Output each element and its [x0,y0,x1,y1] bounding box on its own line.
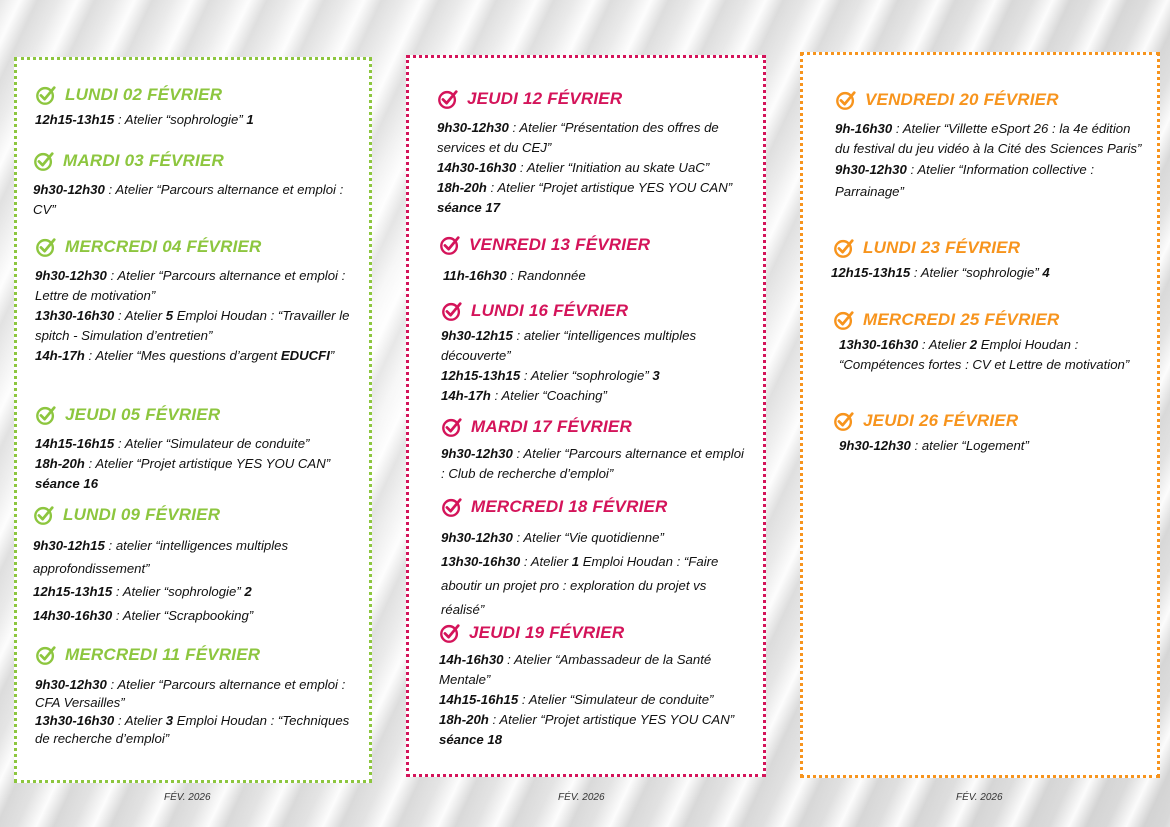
event-entry: 14h-17h : Atelier “Coaching” [441,388,607,403]
event-entry: 9h30-12h30 : Atelier “Information collective : Parrainage” [835,162,1094,199]
day-title: JEUDI 05 FÉVRIER [65,405,221,424]
event-entry: 9h-16h30 : Atelier “Villette eSport 26 : la 4e édition du festival du jeu vidéo à la Cité des Sciences Paris” [835,121,1142,156]
check-icon [33,504,55,526]
check-icon [439,622,461,644]
check-icon [441,300,463,322]
day-title: JEUDI 26 FÉVRIER [863,411,1019,430]
event-entry: 9h30-12h30 : Atelier “Parcours alternance et emploi : Club de recherche d’emploi” [441,446,744,481]
day-title: LUNDI 16 FÉVRIER [471,301,629,320]
footer-date: FÉV. 2026 [956,792,1003,803]
event-entry: 9h30-12h30 : Atelier “Présentation des offres de services et du CEJ” [437,120,719,155]
event-entry: 18h-20h : Atelier “Projet artistique YES YOU CAN” séance 17 [437,180,733,215]
day-title: VENREDI 13 FÉVRIER [469,235,651,254]
day-block [441,416,751,484]
event-entry: 14h15-16h15 : Atelier “Simulateur de conduite” [35,436,310,451]
check-icon [35,84,57,106]
day-title: LUNDI 09 FÉVRIER [63,505,221,524]
check-icon [833,309,855,331]
check-icon [441,416,463,438]
event-entry: 11h-16h30 : Randonnée [443,268,586,283]
event-entry: 12h15-13h15 : Atelier “sophrologie” 3 [441,368,660,383]
day-block [35,644,359,748]
day-block [441,300,751,406]
day-block [441,496,751,622]
day-title: LUNDI 23 FÉVRIER [863,238,1021,257]
event-entry: 13h30-16h30 : Atelier 5 Emploi Houdan : “Travailler le spitch - Simulation d’entretien” [35,308,350,343]
day-title: MARDI 17 FÉVRIER [471,417,632,436]
check-icon [35,644,57,666]
column-week-3 [800,52,1160,778]
day-title: MARDI 03 FÉVRIER [63,151,224,170]
event-entry: 14h-17h : Atelier “Mes questions d’argent EDUCFI” [35,348,335,363]
day-block [437,88,751,218]
event-entry: 13h30-16h30 : Atelier 3 Emploi Houdan : “Techniques de recherche d’emploi” [35,713,350,746]
day-title: VENDREDI 20 FÉVRIER [865,90,1059,109]
event-entry: 18h-20h : Atelier “Projet artistique YES YOU CAN” séance 16 [35,456,331,491]
day-block [33,150,357,220]
check-icon [833,237,855,259]
check-icon [33,150,55,172]
day-block [33,504,359,628]
day-title: MERCREDI 11 FÉVRIER [65,645,261,664]
day-block [35,404,359,494]
event-entry: 12h15-13h15 : Atelier “sophrologie” 1 [35,112,254,127]
day-block [35,236,359,366]
check-icon [833,410,855,432]
event-entry: 9h30-12h30 : Atelier “Parcours alternance et emploi : CV” [33,182,344,217]
event-entry: 12h15-13h15 : Atelier “sophrologie” 4 [831,265,1050,280]
check-icon [835,89,857,111]
day-block [833,309,1143,375]
day-title: MERCREDI 04 FÉVRIER [65,237,262,256]
day-block [833,237,1143,283]
day-title: MERCREDI 25 FÉVRIER [863,310,1060,329]
day-block [439,622,751,750]
event-entry: 9h30-12h30 : Atelier “Parcours alternance et emploi : CFA Versailles” [35,677,346,710]
event-entry: 14h15-16h15 : Atelier “Simulateur de conduite” [439,692,714,707]
event-entry: 13h30-16h30 : Atelier 2 Emploi Houdan : “Compétences fortes : CV et Lettre de motivation” [839,337,1130,372]
event-entry: 9h30-12h15 : atelier “intelligences multiples approfondissement” [33,538,289,576]
event-entry: 14h-16h30 : Atelier “Ambassadeur de la Santé Mentale” [439,652,712,687]
day-block [439,234,751,286]
check-icon [441,496,463,518]
check-icon [439,234,461,256]
footer-date: FÉV. 2026 [164,792,211,803]
event-entry: 14h30-16h30 : Atelier “Initiation au skate UaC” [437,160,710,175]
day-title: LUNDI 02 FÉVRIER [65,85,223,104]
event-entry: 18h-20h : Atelier “Projet artistique YES YOU CAN” séance 18 [439,712,735,747]
day-block [833,410,1143,456]
day-title: JEUDI 12 FÉVRIER [467,89,623,108]
event-entry: 9h30-12h30 : Atelier “Parcours alternance et emploi : Lettre de motivation” [35,268,346,303]
event-entry: 9h30-12h15 : atelier “intelligences multiples découverte” [441,328,697,363]
column-week-1 [14,57,372,783]
footer-date: FÉV. 2026 [558,792,605,803]
day-block [35,84,359,130]
day-title: MERCREDI 18 FÉVRIER [471,497,668,516]
event-entry: 9h30-12h30 : Atelier “Vie quotidienne” [441,530,664,545]
event-entry: 13h30-16h30 : Atelier 1 Emploi Houdan : “Faire aboutir un projet pro : exploration du projet vs réalisé” [441,554,719,617]
event-entry: 14h30-16h30 : Atelier “Scrapbooking” [33,608,254,623]
day-block [835,89,1143,203]
day-title: JEUDI 19 FÉVRIER [469,623,625,642]
event-entry: 12h15-13h15 : Atelier “sophrologie” 2 [33,584,252,599]
column-week-2 [406,55,766,777]
event-entry: 9h30-12h30 : atelier “Logement” [839,438,1029,453]
check-icon [35,236,57,258]
check-icon [437,88,459,110]
check-icon [35,404,57,426]
